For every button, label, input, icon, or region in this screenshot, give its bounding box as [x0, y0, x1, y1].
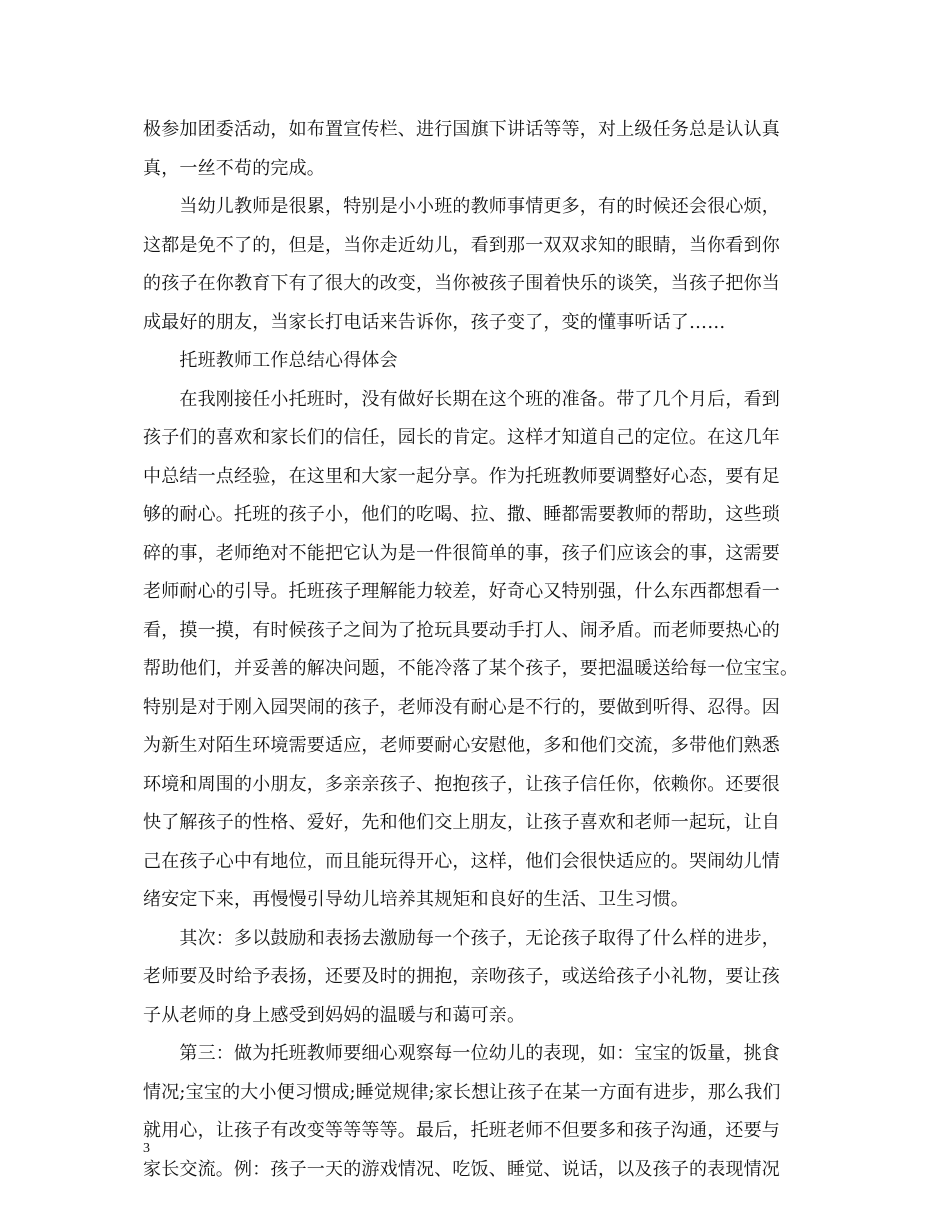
page-number: 3 [143, 1141, 150, 1156]
text-line: 成最好的朋友，当家长打电话来告诉你，孩子变了，变的懂事听话了…… [143, 311, 726, 333]
text-line: 子从老师的身上感受到妈妈的温暖与和蔼可亲。 [143, 1004, 526, 1026]
text-line: 快了解孩子的性格、爱好，先和他们交上朋友，让孩子喜欢和老师一起玩，让自 [143, 812, 780, 833]
text-line: 绪安定下来，再慢慢引导幼儿培养其规矩和良好的生活、卫生习惯。 [143, 889, 689, 910]
text-line: 极参加团委活动，如布置宣传栏、进行国旗下讲话等等，对上级任务总是认认真 [143, 119, 780, 140]
body-text [143, 111, 823, 1189]
text-line: 其次：多以鼓励和表扬去激励每一个孩子，无论孩子取得了什么样的进步， [143, 927, 780, 949]
text-line: 这都是免不了的，但是，当你走近幼儿，看到那一双双求知的眼睛，当你看到你 [143, 234, 780, 256]
section-heading: 托班教师工作总结心得体会 [143, 350, 398, 371]
text-line: 在我刚接任小托班时，没有做好长期在这个班的准备。带了几个月后，看到 [143, 388, 780, 410]
text-line: 孩子们的喜欢和家长们的信任，园长的肯定。这样才知道自己的定位。在这几年 [143, 427, 780, 448]
text-line: 就用心，让孩子有改变等等等等。最后，托班老师不但要多和孩子沟通，还要与 [143, 1120, 780, 1141]
text-line: 够的耐心。托班的孩子小，他们的吃喝、拉、撒、睡都需要教师的帮助，这些琐 [143, 504, 780, 525]
text-line: 为新生对陌生环境需要适应，老师要耐心安慰他，多和他们交流，多带他们熟悉 [143, 735, 780, 756]
text-line: 的孩子在你教育下有了很大的改变，当你被孩子围着快乐的谈笑，当孩子把你当 [143, 273, 780, 294]
text-line: 碎的事，老师绝对不能把它认为是一件很简单的事，孩子们应该会的事，这需要 [143, 542, 780, 564]
text-line: 帮助他们，并妥善的解决问题，不能冷落了某个孩子，要把温暖送给每一位宝宝。 [143, 658, 799, 679]
text-line: 中总结一点经验，在这里和大家一起分享。作为托班教师要调整好心态，要有足 [143, 465, 780, 487]
text-line: 特别是对于刚入园哭闹的孩子，老师没有耐心是不行的，要做到听得、忍得。因 [143, 696, 780, 718]
text-line: 家长交流。例：孩子一天的游戏情况、吃饭、睡觉、说话，以及孩子的表现情况 [143, 1158, 780, 1180]
text-line: 第三：做为托班教师要细心观察每一位幼儿的表现，如：宝宝的饭量，挑食 [143, 1043, 780, 1064]
text-line: 真，一丝不苟的完成。 [143, 157, 325, 179]
text-line: 看，摸一摸，有时候孩子之间为了抢玩具要动手打人、闹矛盾。而老师要热心的 [143, 619, 780, 641]
text-line: 己在孩子心中有地位，而且能玩得开心，这样，他们会很快适应的。哭闹幼儿情 [143, 850, 780, 872]
text-line: 情况;宝宝的大小便习惯成;睡觉规律;家长想让孩子在某一方面有进步，那么我们 [143, 1081, 781, 1103]
text-line: 当幼儿教师是很累，特别是小小班的教师事情更多，有的时候还会很心烦， [143, 196, 780, 217]
text-line: 环境和周围的小朋友，多亲亲孩子、抱抱孩子，让孩子信任你，依赖你。还要很 [143, 773, 780, 795]
text-line: 老师耐心的引导。托班孩子理解能力较差，好奇心又特别强，什么东西都想看一 [143, 581, 780, 602]
text-line: 老师要及时给予表扬，还要及时的拥抱，亲吻孩子，或送给孩子小礼物，要让孩 [143, 966, 780, 987]
